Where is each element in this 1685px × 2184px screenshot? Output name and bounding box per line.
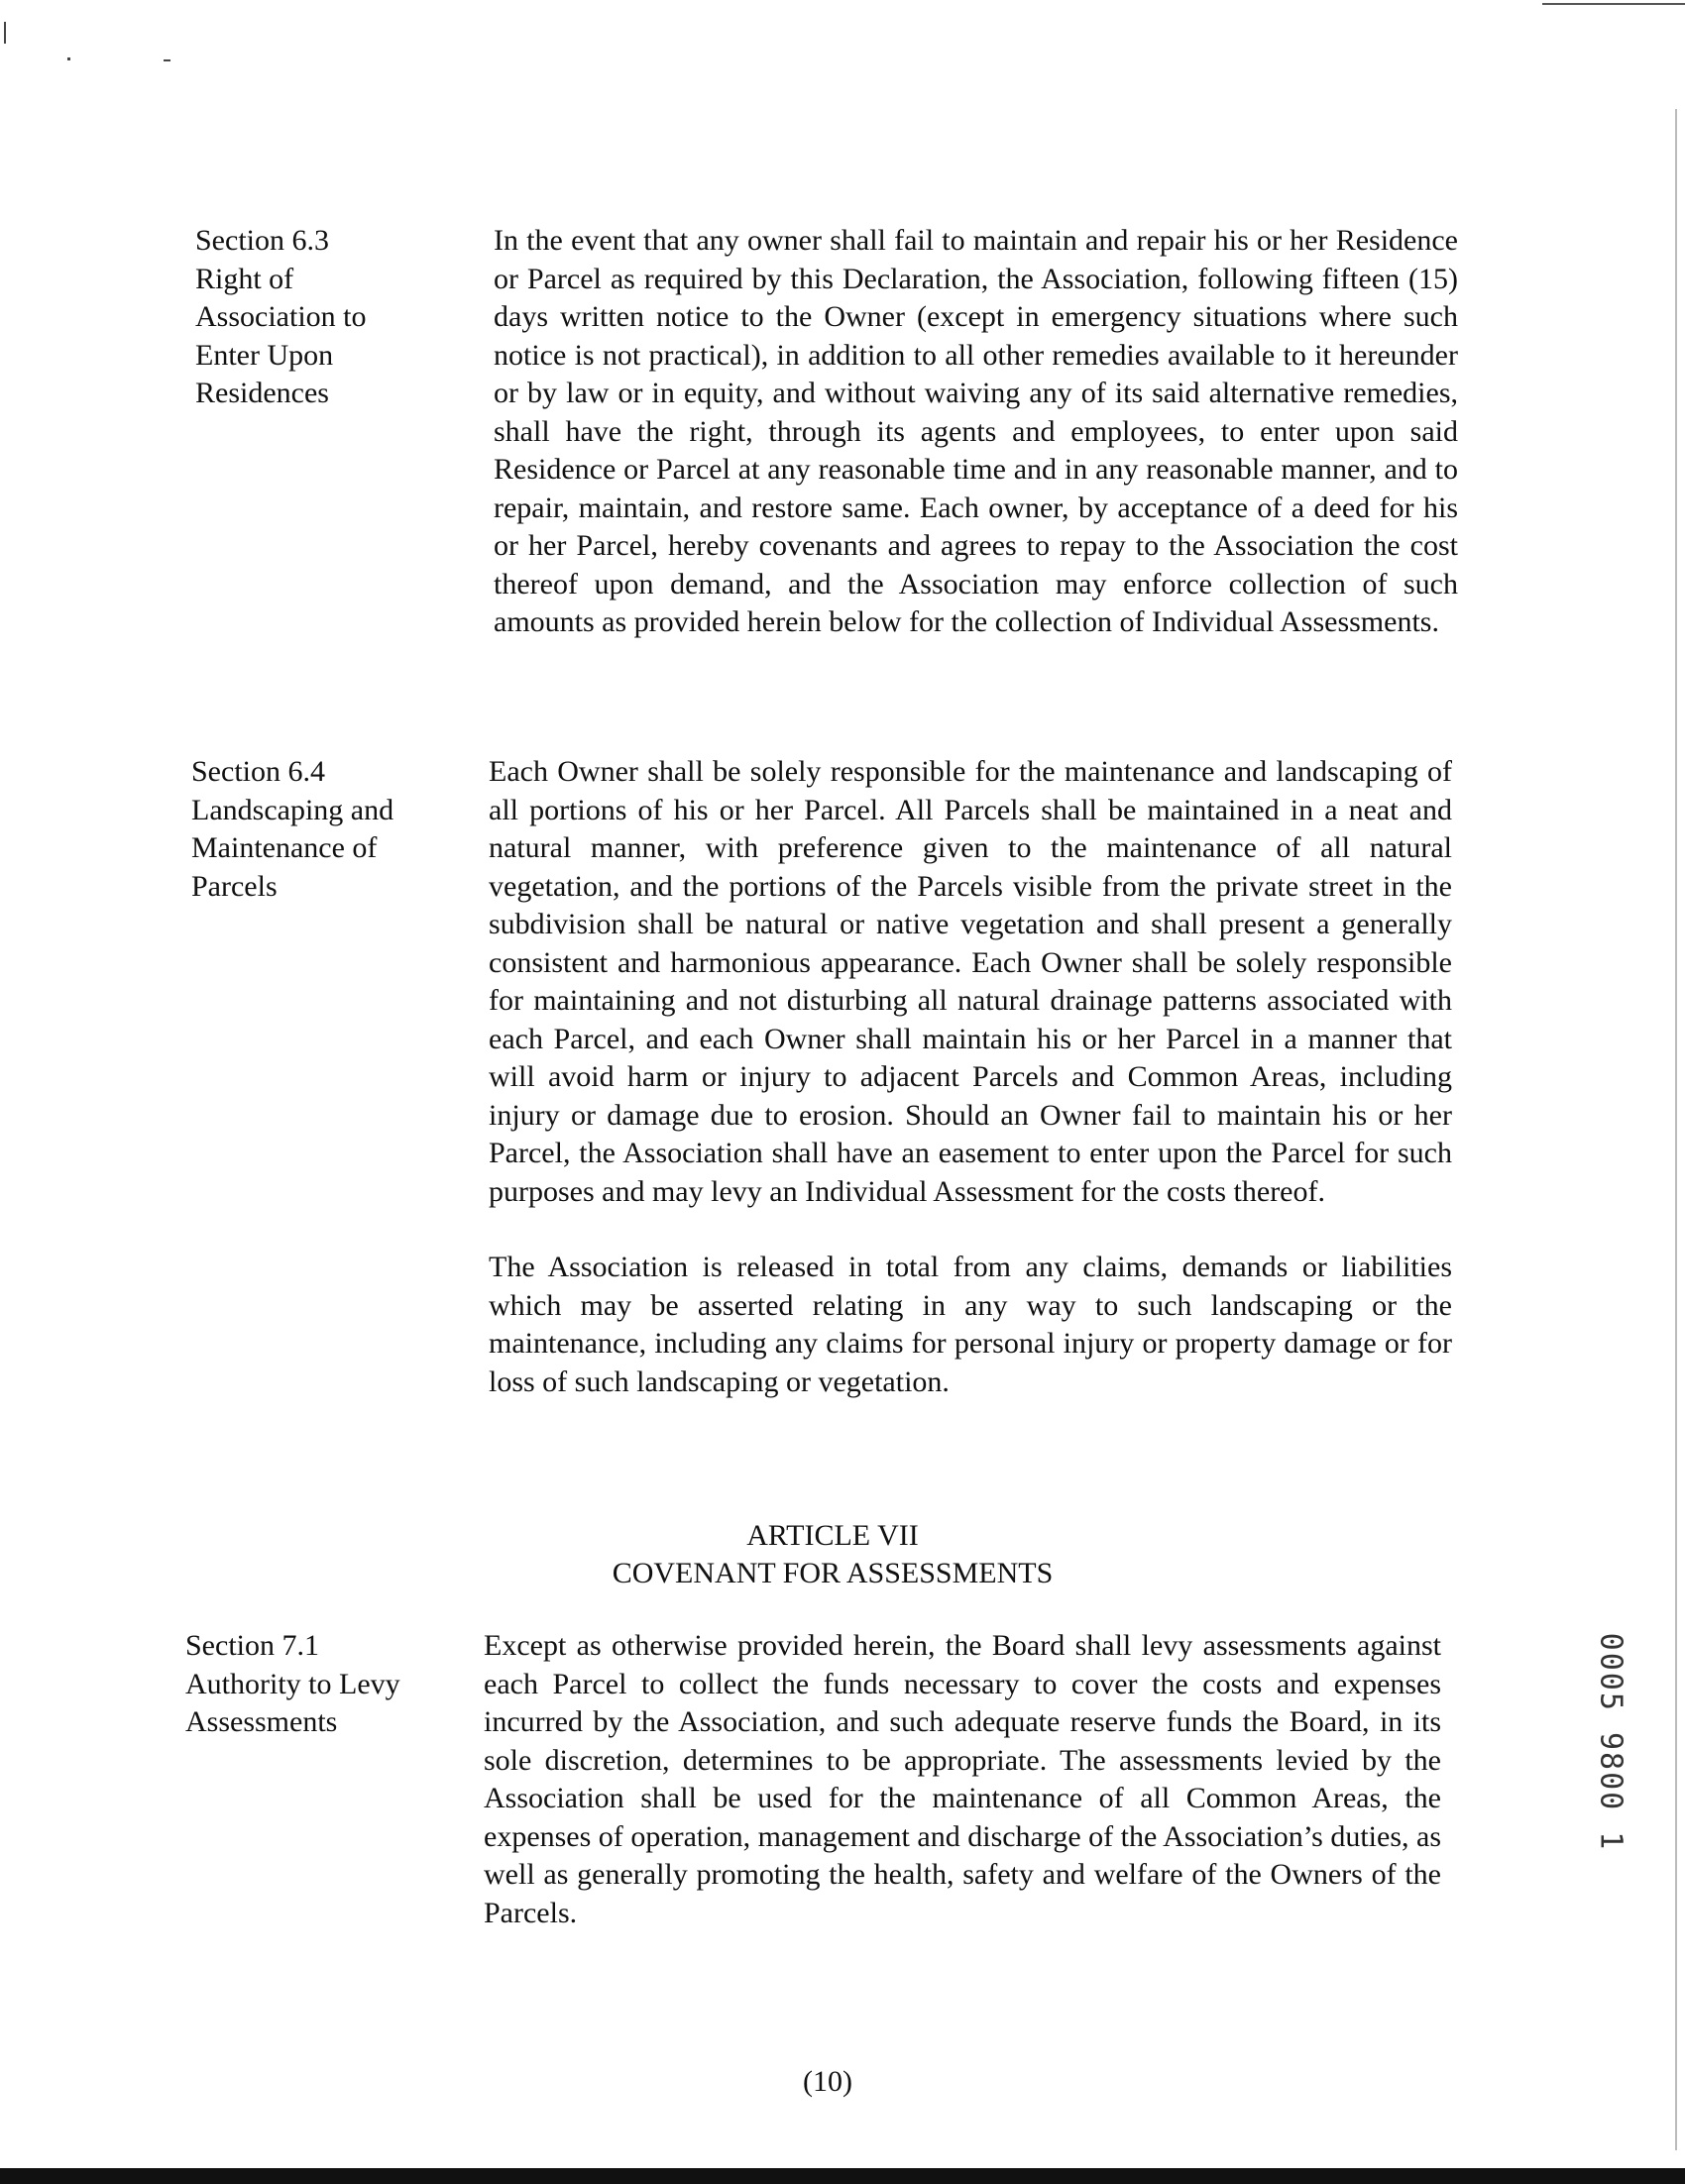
section-label-line: Authority to Levy xyxy=(185,1667,400,1700)
section-label-line: Section 6.3 xyxy=(195,224,329,257)
section-label xyxy=(195,222,443,413)
section-6-4 xyxy=(191,753,1461,1486)
section-body xyxy=(484,1627,1441,1932)
article-title: COVENANT FOR ASSESSMENTS xyxy=(612,1557,1054,1589)
paragraph: The Association is released in total from any claims, demands or liabilities which may be asserted relating in any way to such landscaping or the maintenance, including any claims for personal injury or property damage or for loss of such landscaping or vegetation. xyxy=(489,1251,1452,1398)
scan-speck xyxy=(67,57,70,60)
section-label-line: Section 6.4 xyxy=(191,755,325,788)
section-label xyxy=(185,1627,433,1742)
section-6-3 xyxy=(195,222,1461,722)
scan-edge-line xyxy=(1542,3,1685,5)
section-label-line: Landscaping and xyxy=(191,793,394,826)
paragraph: Except as otherwise provided herein, the Board shall levy assessments against each Parcel to collect the funds necessary to cover the costs and expenses incurred by the Association, and such adequate reserve funds the Board, in its sole discretion, determines to be appropriate. The assessments levied by the Association shall be used for the maintenance of all Common Areas, the expenses of operation, management and discharge of the Association’s duties, as well as generally promoting the health, safety and welfare of the Owners of the Parcels. xyxy=(484,1629,1441,1929)
section-label-line: Residences xyxy=(195,377,329,409)
section-label-line: Section 7.1 xyxy=(185,1629,319,1662)
scan-speck xyxy=(4,22,6,44)
section-label-line: Maintenance of xyxy=(191,831,378,864)
article-heading xyxy=(585,1517,1080,1592)
section-label-line: Assessments xyxy=(185,1705,338,1738)
article-number: ARTICLE VII xyxy=(746,1519,919,1552)
paragraph: In the event that any owner shall fail to maintain and repair his or her Residence or Parcel as required by this Declaration, the Association, following fifteen (15) days written notice to the Owner (except in emergency situations where such notice is not practical), in addition to all other remedies available to it hereunder or by law or in equity, and without waiving any of its said alternative remedies, shall have the right, through its agents and employees, to enter upon said Residence or Parcel at any reasonable time and in any reasonable manner, and to repair, maintain, and restore same. Each owner, by acceptance of a deed for his or her Parcel, hereby covenants and agrees to repay to the Association the cost thereof upon demand, and the Association may enforce collection of such amounts as provided herein below for the collection of Individual Assessments. xyxy=(494,224,1458,638)
section-label-line: Enter Upon xyxy=(195,338,334,372)
stamp-number: 0005 9800 1 xyxy=(1593,1632,1629,1852)
section-label-line: Parcels xyxy=(191,869,278,903)
section-7-1 xyxy=(185,1627,1456,1954)
section-label xyxy=(191,753,439,906)
section-body xyxy=(494,222,1458,642)
scan-speck xyxy=(164,59,170,61)
scan-edge-line xyxy=(1675,109,1677,2150)
paragraph: Each Owner shall be solely responsible for the maintenance and landscaping of all portions of his or her Parcel. All Parcels shall be maintained in a neat and natural manner, with preference given to the maintenance of all natural vegetation, and the portions of the Parcels visible from the private street in the subdivision shall be natural or native vegetation and shall present a generally consistent and harmonious appearance. Each Owner shall be solely responsible for maintaining and not disturbing all natural drainage patterns associated with each Parcel, and each Owner shall maintain his or her Parcel in a manner that will avoid harm or injury to adjacent Parcels and Common Areas, including injury or damage due to erosion. Should an Owner fail to maintain his or her Parcel, the Association shall have an easement to enter upon the Parcel for such purposes and may levy an Individual Assessment for the costs thereof. xyxy=(489,755,1452,1208)
page-number: (10) xyxy=(803,2065,852,2098)
section-body xyxy=(489,753,1452,1401)
scan-bottom-edge xyxy=(0,2168,1685,2184)
document-stamp xyxy=(1586,1603,1635,1881)
section-label-line: Right of xyxy=(195,262,294,295)
section-label-line: Association to xyxy=(195,300,367,333)
